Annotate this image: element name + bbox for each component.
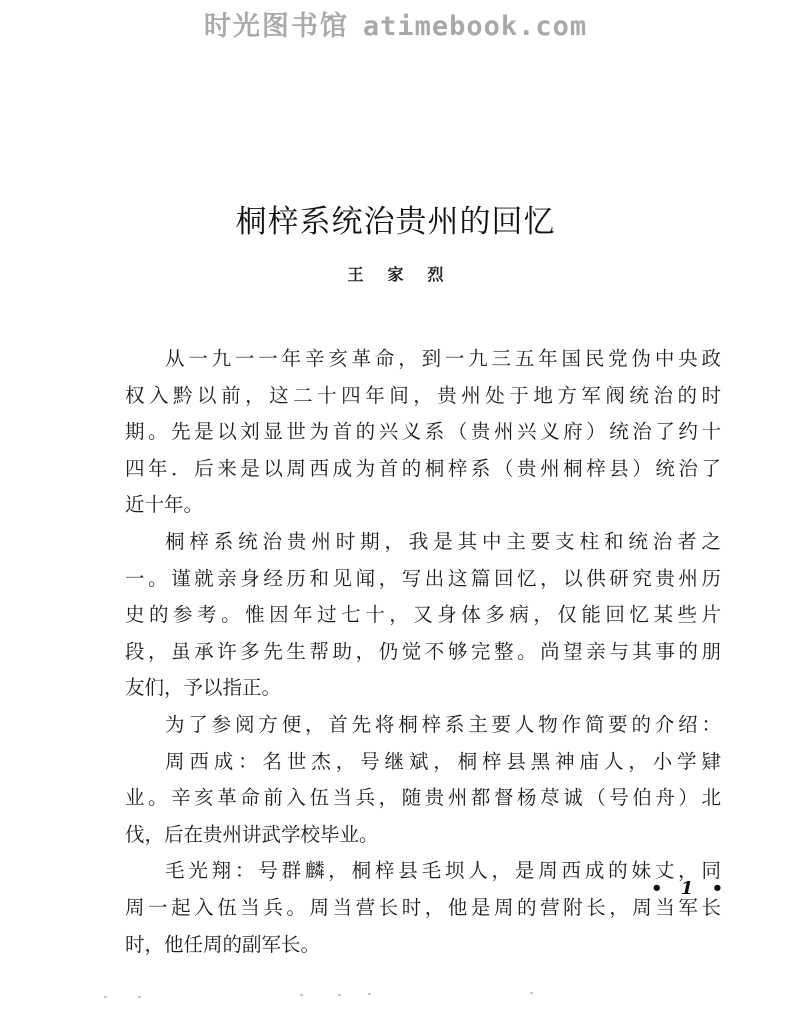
text-line: 伐，后在贵州讲武学校毕业。 [125, 822, 379, 846]
text-line: 周一起入伍当兵。周当营长时，他是周的营附长，周当军长 [125, 895, 721, 919]
text-line: 时，他任周的副军长。 [125, 932, 321, 956]
watermark-url: atimebook.com [362, 11, 588, 42]
speck [138, 996, 141, 998]
watermark-chinese: 时光图书馆 [203, 11, 349, 42]
text-line: 段，虽承许多先生帮助，仍觉不够完整。尚望亲与其事的朋 [125, 639, 721, 663]
speck [368, 993, 371, 995]
text-line: 史的参考。惟因年过七十，又身体多病，仅能回忆某些片 [125, 603, 721, 627]
author-name [0, 262, 791, 285]
text-line: 从一九一一年辛亥革命，到一九三五年国民党伪中央政 [165, 347, 721, 370]
scan-specks [0, 990, 791, 1010]
text-line: 友们，予以指正。 [125, 676, 282, 700]
article-body [125, 341, 721, 963]
text-line: 四年．后来是以周西成为首的桐梓系（贵州桐梓县）统治了 [125, 456, 721, 480]
text-line: 一。谨就亲身经历和见闻，写出这篇回忆，以供研究贵州历 [125, 566, 721, 590]
author-char: 家 [387, 265, 404, 284]
speck [338, 994, 341, 996]
watermark [0, 4, 791, 43]
text-line: 桐梓系统治贵州时期，我是其中主要支柱和统治者之 [165, 529, 721, 553]
text-line: 近十年。 [125, 493, 204, 517]
text-line: 周西成：名世杰，号继斌，桐梓县黑神庙人，小学肄 [165, 749, 721, 773]
text-line: 权入黔以前，这二十四年间，贵州处于地方军阀统治的时 [125, 383, 721, 407]
speck [104, 996, 107, 998]
text-line: 为了参阅方便，首先将桐梓系主要人物作简要的介绍： [165, 712, 721, 736]
article-title: 桐梓系统治贵州的回忆 [235, 204, 556, 240]
speck [300, 994, 303, 996]
text-line: 业。辛亥革命前入伍当兵，随贵州都督杨荩诚（号伯舟）北 [125, 786, 721, 810]
page-number: • 1 • [651, 878, 730, 899]
speck [530, 992, 533, 994]
text-line: 毛光翔：号群麟，桐梓县毛坝人，是周西成的妹丈，同 [165, 859, 721, 883]
text-line: 期。先是以刘显世为首的兴义系（贵州兴义府）统治了约十 [125, 420, 721, 444]
author-char: 王 [347, 265, 364, 284]
author-char: 烈 [427, 265, 444, 284]
